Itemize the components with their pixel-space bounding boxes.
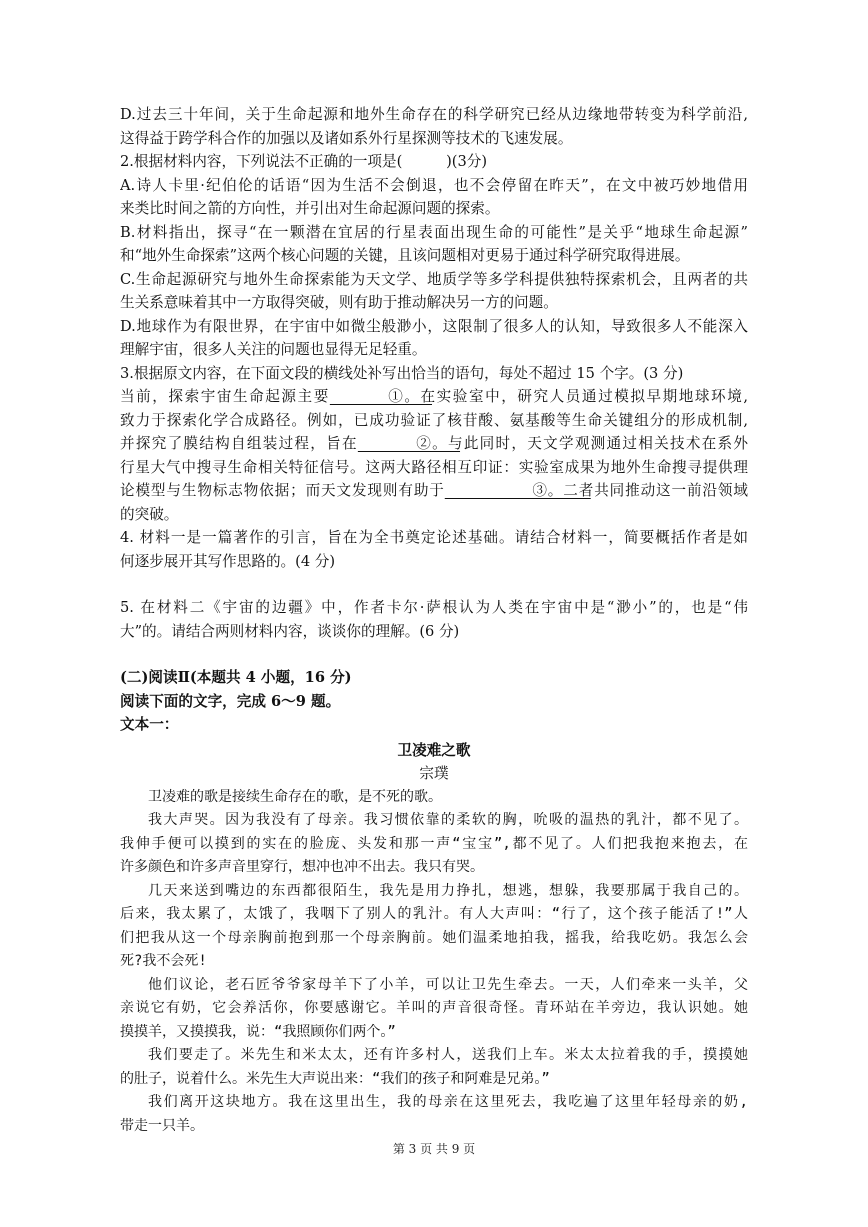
- story-line: 我大声哭。因为我没有了母亲。我习惯依靠的柔软的胸，吮吸的温热的乳汁，都不见了。: [148, 812, 748, 828]
- passage-line-1: [120, 385, 748, 409]
- story-line: 我伸手便可以摸到的实在的脸庞、头发和那一声“宝宝”,都不见了。人们把我抱来抱去，在: [120, 835, 748, 852]
- option-b-line-1: B.材料指出，探寻“在一颗潜在宜居的行星表面出现生命的可能性”是关乎“地球生命起源”: [120, 223, 748, 241]
- option-b-line-2: 和“地外生命探索”这两个核心问题的关键，且该问题相对更易于通过科学研究取得进展。: [120, 247, 690, 264]
- passage-text: 论模型与生物标志物依据；而天文发现则有助于: [120, 482, 445, 499]
- story-line: 的肚子，说着什么。米先生大声说出来：“我们的孩子和阿难是兄弟。”: [120, 1070, 550, 1087]
- story-title: 卫凌难之歌: [397, 741, 471, 759]
- story-line: 死?我不会死!: [120, 953, 207, 969]
- option-d-line-1: D.过去三十年间，关于生命起源和地外生命存在的科学研究已经从边缘地带转变为科学前沿,: [120, 106, 748, 123]
- passage-text: 。在实验室中，研究人员通过模拟早期地球环境,: [402, 388, 748, 405]
- passage-line-3: [120, 432, 748, 456]
- question-5-line-1: 5. 在材料二《宇宙的边疆》中，作者卡尔·萨根认为人类在宇宙中是“渺小”的，也是“伟: [120, 599, 748, 616]
- story-line: 后来，我太累了，太饿了，我咽下了别人的乳汁。有人大声叫：“行了，这个孩子能活了!”人: [120, 906, 748, 922]
- passage-text: 。二者共同推动这一前沿领域: [546, 482, 748, 499]
- story-line: 许多颜色和许多声音里穿行，想冲也冲不出去。我只有哭。: [120, 859, 484, 875]
- story-author: 宗璞: [419, 765, 449, 782]
- blank-1: ①: [329, 388, 433, 405]
- question-4-line-2: 何逐步展开其写作思路的。(4 分): [120, 552, 336, 570]
- passage-line-5: [120, 479, 748, 503]
- section-heading: (二)阅读Ⅱ(本题共 4 小题，16 分): [120, 669, 352, 686]
- option-c-line-2: 生关系意味着其中一方取得突破，则有助于推动解决另一方的问题。: [120, 294, 558, 311]
- option-d-line-2: 这得益于跨学科合作的加强以及诸如系外行星探测等技术的飞速发展。: [120, 129, 573, 147]
- blank-3: ③: [444, 482, 591, 499]
- option-d2-line-1: D.地球作为有限世界，在宇宙中如微尘般渺小，这限制了很多人的认知，导致很多人不能深入: [120, 317, 748, 335]
- story-line: 我们离开这块地方。我在这里出生，我的母亲在这里死去，我吃遍了这里年轻母亲的奶,: [148, 1094, 748, 1110]
- story-line: 摸摸羊，又摸摸我，说：“我照顾你们两个。”: [120, 1023, 396, 1040]
- option-d2-line-2: 理解宇宙，很多人关注的问题也显得无足轻重。: [120, 341, 427, 358]
- option-a-line-1: A.诗人卡里·纪伯伦的话语“因为生活不会倒退，也不会停留在昨天”，在文中被巧妙地借用: [120, 176, 748, 194]
- page-footer: 第 3 页 共 9 页: [392, 1142, 476, 1156]
- story-line: 几天来送到嘴边的东西都很陌生，我先是用力挣扎，想逃，想躲，我要那属于我自己的。: [148, 882, 748, 899]
- story-body: [120, 786, 748, 1139]
- story-line: 卫凌难的歌是接续生命存在的歌，是不死的歌。: [148, 788, 442, 805]
- page-content: [120, 103, 748, 1138]
- option-a-line-2: 来类比时间之箭的方向性，并引出对生命起源问题的探索。: [120, 200, 500, 217]
- question-3: 3.根据原文内容，在下面文段的横线处补写出恰当的语句，每处不超过 15 个字。(3 分): [120, 364, 684, 382]
- option-c-line-1: C.生命起源研究与地外生命探索能为天文学、地质学等多学科提供独特探索机会，且两者的共: [120, 270, 748, 288]
- story-line: 他们议论，老石匠爷爷家母羊下了小羊，可以让卫先生牵去。一天，人们牵来一头羊，父: [148, 976, 748, 993]
- passage-line-2: 致力于探索化学合成路径。例如，已成功验证了核苷酸、氨基酸等生命关键组分的形成机制,: [120, 411, 748, 429]
- passage-text: 。与此同时，天文学观测通过相关技术在系外: [430, 435, 748, 452]
- passage-text: 当前，探索宇宙生命起源主要: [120, 388, 330, 405]
- answer-space: [120, 643, 748, 666]
- text-one-label: 文本一：: [120, 716, 179, 733]
- question-5-line-2: 大”的。请结合两则材料内容，谈谈你的理解。(6 分): [120, 622, 460, 640]
- question-4-line-1: 4. 材料一是一篇著作的引言，旨在为全书奠定论述基础。请结合材料一，简要概括作者是如: [120, 529, 748, 546]
- story-line: 们把我从这一个母亲胸前抱到那一个母亲胸前。她们温柔地拍我，摇我，给我吃奶。我怎么会: [120, 929, 748, 946]
- passage-line-4: 行星大气中搜寻生命相关特征信号。这两大路径相互印证：实验室成果为地外生命搜寻提供理: [120, 458, 748, 476]
- answer-space: [120, 573, 748, 596]
- story-line: 我们要走了。米先生和米太太，还有许多村人，送我们上车。米太太拉着我的手，摸摸她: [148, 1047, 748, 1063]
- story-line: 带走一只羊。: [120, 1117, 204, 1134]
- passage-line-6: 的突破。: [120, 505, 179, 523]
- blank-2: ②: [357, 435, 461, 452]
- passage-text: 并探究了膜结构自组装过程，旨在: [120, 435, 358, 452]
- story-line: 亲说它有奶，它会养活你，你要感谢它。羊叫的声音很奇怪。青环站在羊旁边，我认识她。她: [120, 1000, 748, 1016]
- section-instruction: 阅读下面的文字，完成 6～9 题。: [120, 692, 341, 710]
- question-2: 2.根据材料内容，下列说法不正确的一项是( )(3分): [120, 153, 488, 170]
